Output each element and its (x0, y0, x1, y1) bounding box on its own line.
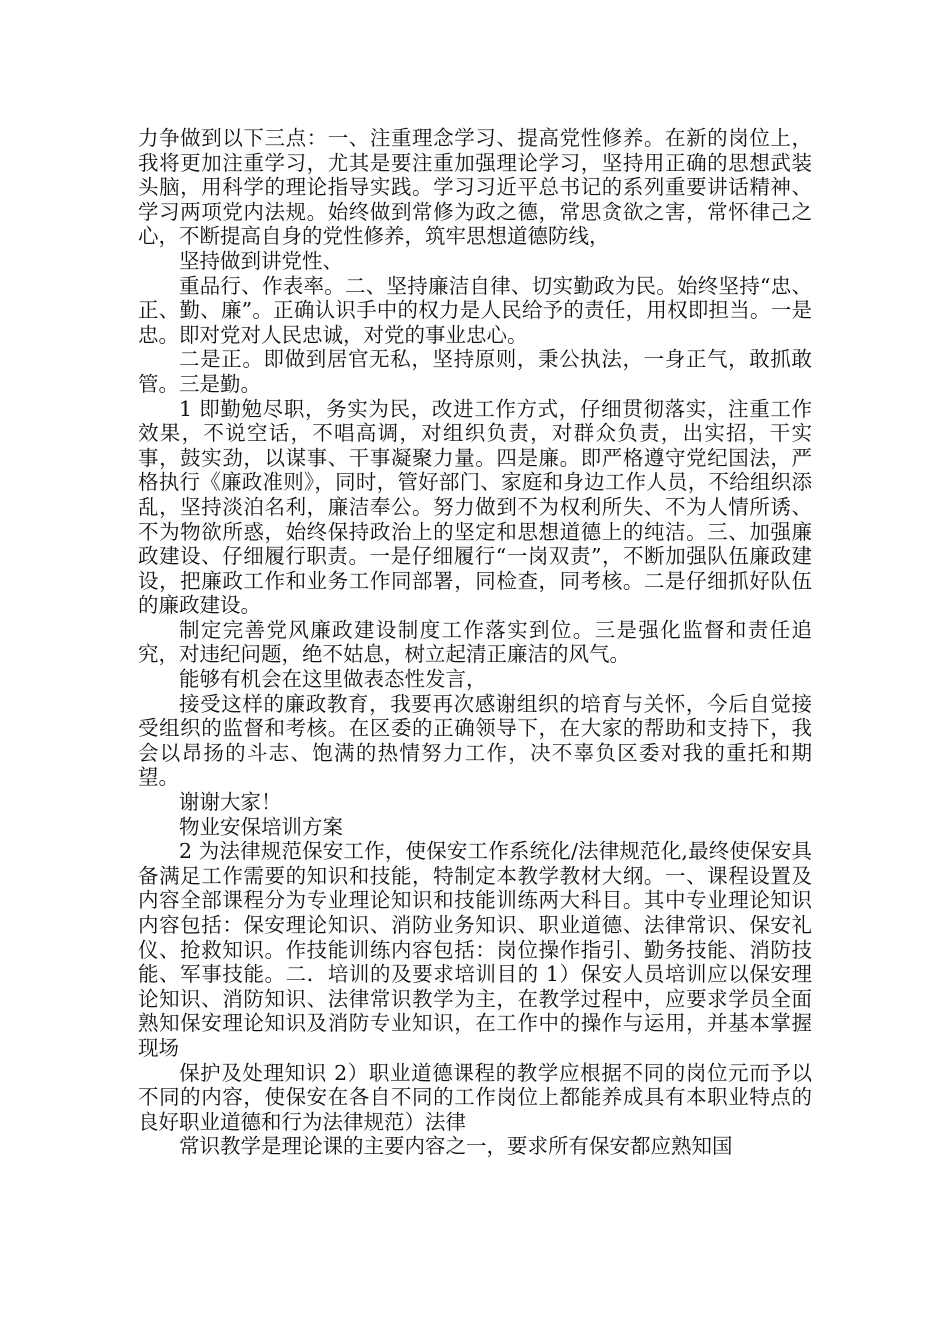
paragraph: 接受这样的廉政教育，我要再次感谢组织的培育与关怀，今后自觉接受组织的监督和考核。在区委的正确领导下，在大家的帮助和支持下，我会以昂扬的斗志、饱满的热情努力工作，决不辜负区委对我的重托和期望。 (138, 691, 812, 790)
paragraph: 2 为法律规范保安工作，使保安工作系统化/法律规范化,最终使保安具备满足工作需要的知识和技能，特制定本教学教材大纲。一、课程设置及内容全部课程分为专业理论知识和技能训练两大科目。其中专业理论知识内容包括：保安理论知识、消防业务知识、职业道德、法律常识、保安礼仪、抢救知识。作技能训练内容包括：岗位操作指引、勤务技能、消防技能、军事技能。二．培训的及要求培训目的 1）保安人员培训应以保安理论知识、消防知识、法律常识教学为主，在教学过程中，应要求学员全面熟知保安理论知识及消防专业知识，在工作中的操作与运用，并基本掌握现场 (138, 839, 812, 1060)
paragraph: 力争做到以下三点：一、注重理念学习、提高党性修养。在新的岗位上，我将更加注重学习，尤其是要注重加强理论学习，坚持用正确的思想武装头脑，用科学的理论指导实践。学习习近平总书记的系列重要讲话精神、学习两项党内法规。始终做到常修为政之德，常思贪欲之害，常怀律己之心，不断提高自身的党性修养，筑牢思想道德防线， (138, 126, 812, 249)
document-body (138, 126, 812, 1159)
paragraph: 1 即勤勉尽职，务实为民，改进工作方式，仔细贯彻落实，注重工作效果，不说空话，不唱高调，对组织负责，对群众负责，出实招，干实事，鼓实劲，以谋事、干事凝聚力量。四是廉。即严格遵守党纪国法，严格执行《廉政准则》，同时，管好部门、家庭和身边工作人员，不给组织添乱，坚持淡泊名利，廉洁奉公。努力做到不为权利所失、不为人情所诱、不为物欲所惑，始终保持政治上的坚定和思想道德上的纯洁。三、加强廉政建设、仔细履行职责。一是仔细履行“一岗双责”，不断加强队伍廉政建设，把廉政工作和业务工作同部署，同检查，同考核。二是仔细抓好队伍的廉政建设。 (138, 396, 812, 618)
paragraph: 坚持做到讲党性、 (179, 248, 343, 273)
paragraph: 能够有机会在这里做表态性发言， (179, 667, 487, 692)
paragraph: 重品行、作表率。二、坚持廉洁自律、切实勤政为民。始终坚持“忠、正、勤、廉”。正确认识手中的权力是人民给予的责任，用权即担当。一是忠。即对党对人民忠诚，对党的事业忠心。 (138, 273, 812, 347)
section-heading: 物业安保培训方案 (179, 814, 343, 839)
paragraph: 保护及处理知识 2）职业道德课程的教学应根据不同的岗位元而予以不同的内容，使保安在各自不同的工作岗位上都能养成具有本职业特点的良好职业道德和行为法律规范）法律 (138, 1060, 812, 1134)
paragraph: 常识教学是理论课的主要内容之一，要求所有保安都应熟知国 (179, 1134, 733, 1159)
paragraph: 谢谢大家！ (179, 790, 282, 815)
paragraph: 制定完善党风廉政建设制度工作落实到位。三是强化监督和责任追究，对违纪问题，绝不姑息，树立起清正廉洁的风气。 (138, 617, 812, 667)
paragraph: 二是正。即做到居官无私，坚持原则，秉公执法，一身正气，敢抓敢管。三是勤。 (138, 347, 812, 396)
